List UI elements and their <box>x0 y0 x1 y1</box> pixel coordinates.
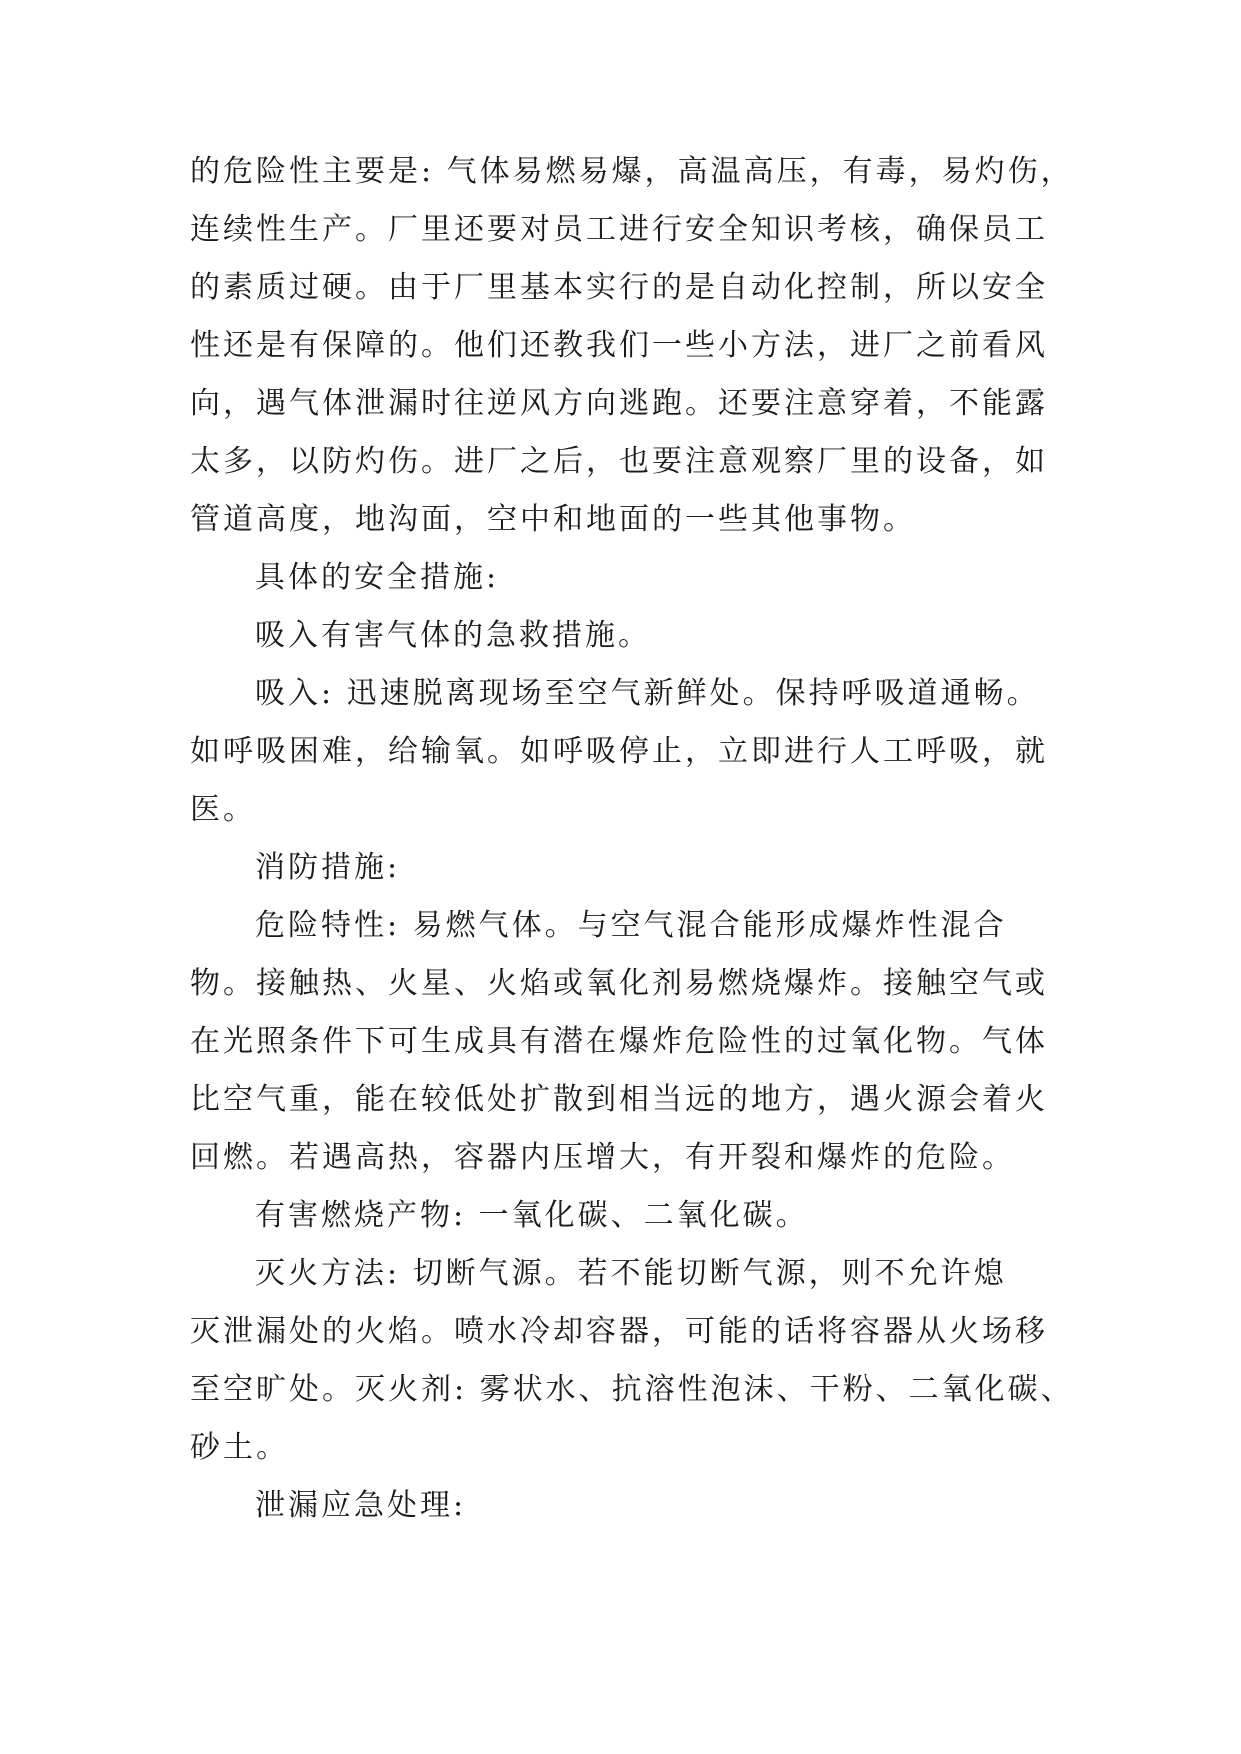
text-line: 向，遇气体泄漏时往逆风方向逃跑。还要注意穿着，不能露 <box>190 386 1048 421</box>
section-heading: 具体的安全措施: <box>255 560 500 595</box>
text-line: 性还是有保障的。他们还教我们一些小方法，进厂之前看风 <box>190 328 1048 363</box>
text-line: 吸入: 迅速脱离现场至空气新鲜处。保持呼吸道通畅。 <box>255 676 1040 711</box>
text-line: 至空旷处。灭火剂: 雾状水、抗溶性泡沫、干粉、二氧化碳、 <box>190 1372 1074 1407</box>
text-line: 吸入有害气体的急救措施。 <box>255 618 651 653</box>
text-line: 物。接触热、火星、火焰或氧化剂易燃烧爆炸。接触空气或 <box>190 966 1048 1001</box>
text-line: 在光照条件下可生成具有潜在爆炸危险性的过氧化物。气体 <box>190 1024 1048 1059</box>
section-heading: 泄漏应急处理: <box>255 1488 467 1523</box>
text-line: 砂土。 <box>190 1430 289 1465</box>
section-heading: 消防措施: <box>255 850 401 885</box>
text-line: 灭泄漏处的火焰。喷水冷却容器，可能的话将容器从火场移 <box>190 1314 1048 1349</box>
text-line: 有害燃烧产物: 一氧化碳、二氧化碳。 <box>255 1198 809 1233</box>
text-line: 灭火方法: 切断气源。若不能切断气源，则不允许熄 <box>255 1256 1007 1291</box>
text-line: 如呼吸困难，给输氧。如呼吸停止，立即进行人工呼吸，就 <box>190 734 1048 769</box>
text-line: 太多，以防灼伤。进厂之后，也要注意观察厂里的设备，如 <box>190 444 1048 479</box>
text-line: 比空气重，能在较低处扩散到相当远的地方，遇火源会着火 <box>190 1082 1048 1117</box>
text-line: 的素质过硬。由于厂里基本实行的是自动化控制，所以安全 <box>190 270 1048 305</box>
text-line: 回燃。若遇高热，容器内压增大，有开裂和爆炸的危险。 <box>190 1140 1015 1175</box>
text-line: 的危险性主要是: 气体易燃易爆，高温高压，有毒，易灼伤， <box>190 154 1074 189</box>
text-line: 医。 <box>190 792 256 827</box>
text-line: 连续性生产。厂里还要对员工进行安全知识考核，确保员工 <box>190 212 1048 247</box>
text-line: 危险特性: 易燃气体。与空气混合能形成爆炸性混合 <box>255 908 1007 943</box>
text-line: 管道高度，地沟面，空中和地面的一些其他事物。 <box>190 502 916 537</box>
